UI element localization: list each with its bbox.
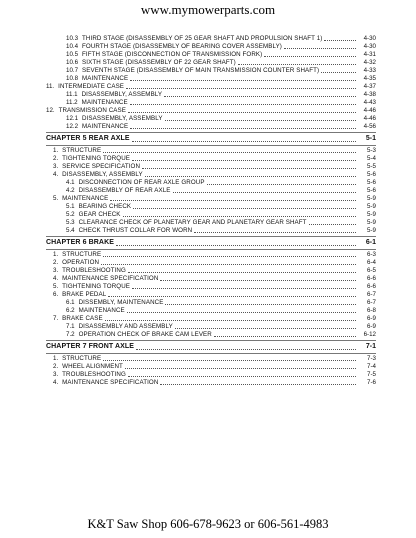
chapter-rule bbox=[46, 249, 376, 250]
toc-section-number: 12.2 bbox=[66, 123, 79, 130]
toc-page-number: 4-56 bbox=[363, 123, 376, 130]
toc-row bbox=[46, 251, 376, 259]
toc-dot-leader bbox=[160, 279, 356, 281]
toc-section-number: 11.1 bbox=[66, 91, 78, 98]
toc-row bbox=[46, 91, 376, 99]
toc-page-number: 6-9 bbox=[367, 323, 376, 330]
toc-page-number: 6-12 bbox=[363, 331, 376, 338]
toc-section-number: 1. bbox=[53, 147, 59, 154]
toc-row bbox=[46, 315, 376, 323]
toc-dot-leader bbox=[132, 159, 356, 161]
toc-row bbox=[46, 283, 376, 291]
toc-section-number: 6. bbox=[53, 291, 59, 298]
toc-section-title: CLEARANCE CHECK OF PLANETARY GEAR AND PLANETARY GEAR SHAFT bbox=[78, 219, 307, 226]
toc-section-title: MAINTENANCE SPECIFICATION bbox=[62, 275, 159, 282]
toc-dot-leader bbox=[128, 271, 356, 273]
chapter-rule bbox=[46, 340, 376, 341]
toc-page-number: 5-3 bbox=[367, 147, 376, 154]
toc-row bbox=[46, 179, 376, 187]
toc-section-number: 6.1 bbox=[66, 299, 75, 306]
toc-page-number: 5-9 bbox=[367, 227, 376, 234]
toc-section-number: 4.2 bbox=[66, 187, 75, 194]
toc-row bbox=[46, 43, 376, 51]
toc-section-number: 5.3 bbox=[66, 219, 75, 226]
toc-section-number: 1. bbox=[53, 251, 59, 258]
toc-page-number: 5-9 bbox=[367, 211, 376, 218]
toc-row bbox=[46, 355, 376, 363]
toc-page-number: 6-6 bbox=[367, 283, 376, 290]
toc-section-title: BRAKE CASE bbox=[62, 315, 103, 322]
toc-dot-leader bbox=[128, 375, 356, 377]
toc-chapter-row bbox=[46, 134, 376, 144]
toc-row bbox=[46, 227, 376, 235]
toc-dot-leader bbox=[103, 359, 356, 361]
toc-row bbox=[46, 259, 376, 267]
toc-row bbox=[46, 155, 376, 163]
toc-section-number: 5.2 bbox=[66, 211, 75, 218]
toc-section-title: MAINTENANCE bbox=[81, 99, 128, 106]
toc-section-title: FIFTH STAGE (DISCONNECTION OF TRANSMISSION FORK) bbox=[82, 51, 263, 58]
toc-section-title: OPERATION bbox=[62, 259, 100, 266]
toc-row bbox=[46, 323, 376, 331]
toc-section-number: 7.1 bbox=[66, 323, 75, 330]
toc-section-title: BEARING CHECK bbox=[78, 203, 132, 210]
toc-section-number: 2. bbox=[53, 259, 59, 266]
toc-section-title: DISCONNECTION OF REAR AXLE GROUP bbox=[78, 179, 205, 186]
toc-dot-leader bbox=[324, 39, 356, 41]
toc-chapter-title: CHAPTER 6 BRAKE bbox=[46, 239, 115, 246]
toc-section-title: TROUBLESHOOTING bbox=[62, 371, 126, 378]
toc-section-number: 4.1 bbox=[66, 179, 75, 186]
toc-row bbox=[46, 147, 376, 155]
chapter-rule bbox=[46, 236, 376, 237]
toc-section-number: 10.6 bbox=[66, 59, 79, 66]
toc-dot-leader bbox=[194, 231, 356, 233]
toc-page-number: 4-31 bbox=[363, 51, 376, 58]
site-url-header: www.mymowerparts.com bbox=[140, 2, 276, 17]
toc-page-number: 4-30 bbox=[363, 35, 376, 42]
toc-section-number: 10.5 bbox=[66, 51, 79, 58]
toc-row bbox=[46, 379, 376, 387]
toc-dot-leader bbox=[165, 119, 356, 121]
toc-dot-leader bbox=[123, 215, 356, 217]
toc-section-title: CHECK THRUST COLLAR FOR WORN bbox=[78, 227, 193, 234]
chapter-rule bbox=[46, 132, 376, 133]
toc-row bbox=[46, 267, 376, 275]
toc-row bbox=[46, 75, 376, 83]
toc-dot-leader bbox=[105, 319, 356, 321]
toc-page-number: 7-5 bbox=[367, 371, 376, 378]
shop-contact-footer: K&T Saw Shop 606-678-9623 or 606-561-4983 bbox=[87, 517, 329, 531]
toc-section-title: DISASSEMBLY, ASSEMBLY bbox=[81, 91, 163, 98]
toc-section-title: STRUCTURE bbox=[62, 251, 102, 258]
toc-dot-leader bbox=[164, 95, 356, 97]
toc-section-title: THIRD STAGE (DISASSEMBLY OF 25 GEAR SHAFT AND PROPULSION SHAFT 1) bbox=[82, 35, 323, 42]
toc-section-number: 7.2 bbox=[66, 331, 75, 338]
toc-section-number: 4. bbox=[53, 171, 59, 178]
toc-section-title: FOURTH STAGE (DISASSEMBLY OF BEARING COVER ASSEMBLY) bbox=[82, 43, 282, 50]
toc-page-number: 6-7 bbox=[367, 291, 376, 298]
toc-dot-leader bbox=[160, 383, 356, 385]
toc-section-number: 3. bbox=[53, 163, 59, 170]
toc-section-title: MAINTENANCE bbox=[62, 195, 109, 202]
toc-dot-leader bbox=[130, 79, 356, 81]
toc-dot-leader bbox=[321, 71, 356, 73]
toc-page-number: 4-33 bbox=[363, 67, 376, 74]
toc-row bbox=[46, 67, 376, 75]
toc-row bbox=[46, 83, 376, 91]
toc-section-title: INTERMEDIATE CASE bbox=[58, 83, 125, 90]
toc-section-number: 10.3 bbox=[66, 35, 79, 42]
toc-page-number: 4-46 bbox=[363, 115, 376, 122]
toc-section-number: 11.2 bbox=[66, 99, 78, 106]
toc-dot-leader bbox=[127, 311, 356, 313]
toc-dot-leader bbox=[110, 199, 356, 201]
toc-section-number: 12. bbox=[46, 107, 55, 114]
toc-page-number: 5-6 bbox=[367, 171, 376, 178]
toc-section-number: 10.7 bbox=[66, 67, 79, 74]
toc-row bbox=[46, 115, 376, 123]
toc-row bbox=[46, 99, 376, 107]
toc-section-title: STRUCTURE bbox=[62, 355, 102, 362]
toc-row bbox=[46, 371, 376, 379]
toc-section-title: DISASSEMBLY, ASSEMBLY bbox=[82, 115, 163, 122]
toc-section-title: SERVICE SPECIFICATION bbox=[62, 163, 141, 170]
toc-page-number: 7-6 bbox=[367, 379, 376, 386]
toc-row bbox=[46, 331, 376, 339]
toc-section-number: 10.4 bbox=[66, 43, 79, 50]
toc-dot-leader bbox=[214, 335, 356, 337]
toc-page-number: 5-9 bbox=[367, 203, 376, 210]
toc-dot-leader bbox=[116, 244, 356, 246]
toc-row bbox=[46, 163, 376, 171]
toc-page-number: 5-5 bbox=[367, 163, 376, 170]
toc-page-number: 5-9 bbox=[367, 219, 376, 226]
toc-chapter-title: CHAPTER 7 FRONT AXLE bbox=[46, 343, 135, 350]
toc-section-title: TROUBLESHOOTING bbox=[62, 267, 126, 274]
toc-row bbox=[46, 203, 376, 211]
toc-row bbox=[46, 51, 376, 59]
toc-page-number: 5-1 bbox=[365, 135, 376, 142]
toc-section-number: 5.1 bbox=[66, 203, 75, 210]
toc-section-number: 3. bbox=[53, 267, 59, 274]
toc-dot-leader bbox=[309, 223, 356, 225]
toc-section-title: DISASSEMBLY, ASSEMBLY bbox=[62, 171, 143, 178]
chapter-rule bbox=[46, 145, 376, 146]
chapter-rule bbox=[46, 353, 376, 354]
toc-section-title: SEVENTH STAGE (DISASSEMBLY OF MAIN TRANSMISSION COUNTER SHAFT) bbox=[82, 67, 320, 74]
toc-section-title: MAINTENANCE bbox=[82, 75, 129, 82]
toc-page-number: 5-9 bbox=[367, 195, 376, 202]
toc-section-title: MAINTENANCE SPECIFICATION bbox=[62, 379, 159, 386]
toc-section-number: 2. bbox=[53, 363, 59, 370]
toc-section-number: 7. bbox=[53, 315, 59, 322]
toc-page-number: 6-3 bbox=[367, 251, 376, 258]
toc-section-number: 10.8 bbox=[66, 75, 79, 82]
toc-dot-leader bbox=[207, 183, 356, 185]
toc-page-number: 6-4 bbox=[367, 259, 376, 266]
toc-section-title: WHEEL ALIGNMENT bbox=[62, 363, 123, 370]
toc-page-number: 6-9 bbox=[367, 315, 376, 322]
toc-row bbox=[46, 35, 376, 43]
toc-page-number: 7-4 bbox=[367, 363, 376, 370]
toc-row bbox=[46, 195, 376, 203]
toc-dot-leader bbox=[142, 167, 356, 169]
toc-section-title: GEAR CHECK bbox=[78, 211, 121, 218]
toc-row bbox=[46, 275, 376, 283]
toc-page-number: 6-8 bbox=[367, 307, 376, 314]
toc-section-number: 5. bbox=[53, 283, 59, 290]
toc-page-number: 5-4 bbox=[367, 155, 376, 162]
toc-dot-leader bbox=[103, 151, 356, 153]
toc-dot-leader bbox=[133, 207, 356, 209]
toc-page-number: 4-35 bbox=[363, 75, 376, 82]
toc-row bbox=[46, 171, 376, 179]
toc-dot-leader bbox=[165, 303, 356, 305]
toc-section-number: 2. bbox=[53, 155, 59, 162]
toc-row bbox=[46, 299, 376, 307]
toc-section-number: 5. bbox=[53, 195, 59, 202]
toc-row bbox=[46, 187, 376, 195]
toc-section-number: 11. bbox=[46, 83, 55, 90]
toc-section-title: TIGHTENING TORQUE bbox=[62, 283, 130, 290]
toc-dot-leader bbox=[101, 263, 356, 265]
toc-row bbox=[46, 211, 376, 219]
toc-dot-leader bbox=[264, 55, 356, 57]
toc-dot-leader bbox=[128, 111, 356, 113]
toc-section-title: TRANSMISSION CASE bbox=[58, 107, 126, 114]
toc-section-title: OPERATION CHECK OF BRAKE CAM LEVER bbox=[78, 331, 212, 338]
toc-dot-leader bbox=[175, 327, 356, 329]
toc-page-number: 4-38 bbox=[363, 91, 376, 98]
toc-page-number: 5-6 bbox=[367, 179, 376, 186]
toc-section-title: TIGHTENING TORQUE bbox=[62, 155, 130, 162]
toc-row bbox=[46, 363, 376, 371]
toc-section-number: 4. bbox=[53, 379, 59, 386]
toc-page-number: 7-3 bbox=[367, 355, 376, 362]
toc-dot-leader bbox=[130, 103, 356, 105]
toc-dot-leader bbox=[126, 87, 356, 89]
toc-section-title: MAINTENANCE bbox=[82, 123, 129, 130]
toc-page-number: 4-43 bbox=[363, 99, 376, 106]
toc-row bbox=[46, 219, 376, 227]
toc-section-title: DISASSEMBLY AND ASSEMBLY bbox=[78, 323, 173, 330]
toc-section-title: BRAKE PEDAL bbox=[62, 291, 107, 298]
toc-section-number: 1. bbox=[53, 355, 59, 362]
toc-dot-leader bbox=[130, 127, 356, 129]
toc-dot-leader bbox=[136, 348, 356, 350]
toc-section-number: 3. bbox=[53, 371, 59, 378]
toc-chapter-title: CHAPTER 5 REAR AXLE bbox=[46, 135, 130, 142]
table-of-contents bbox=[46, 35, 376, 387]
toc-dot-leader bbox=[132, 140, 356, 142]
toc-section-number: 4. bbox=[53, 275, 59, 282]
toc-row bbox=[46, 291, 376, 299]
toc-section-number: 6.2 bbox=[66, 307, 75, 314]
toc-page-number: 6-6 bbox=[367, 275, 376, 282]
toc-dot-leader bbox=[284, 47, 356, 49]
toc-page-number: 4-46 bbox=[363, 107, 376, 114]
toc-row bbox=[46, 107, 376, 115]
toc-section-number: 5.4 bbox=[66, 227, 75, 234]
toc-page-number: 4-37 bbox=[363, 83, 376, 90]
toc-page-number: 6-5 bbox=[367, 267, 376, 274]
toc-page-number: 5-6 bbox=[367, 187, 376, 194]
toc-dot-leader bbox=[125, 367, 356, 369]
toc-page-number: 4-32 bbox=[363, 59, 376, 66]
toc-section-title: DISSEMBLY, MAINTENANCE bbox=[78, 299, 164, 306]
toc-chapter-row bbox=[46, 342, 376, 352]
toc-section-title: MAINTENANCE bbox=[78, 307, 125, 314]
toc-section-title: DISASSEMBLY OF REAR AXLE bbox=[78, 187, 171, 194]
toc-dot-leader bbox=[103, 255, 356, 257]
toc-section-number: 12.1 bbox=[66, 115, 79, 122]
toc-dot-leader bbox=[173, 191, 356, 193]
toc-dot-leader bbox=[108, 295, 356, 297]
toc-section-title: SIXTH STAGE (DISASSEMBLY OF 22 GEAR SHAFT) bbox=[82, 59, 236, 66]
toc-page-number: 7-1 bbox=[365, 343, 376, 350]
toc-dot-leader bbox=[132, 287, 356, 289]
toc-dot-leader bbox=[145, 175, 356, 177]
toc-page-number: 4-30 bbox=[363, 43, 376, 50]
toc-row bbox=[46, 307, 376, 315]
toc-row bbox=[46, 59, 376, 67]
toc-page-number: 6-7 bbox=[367, 299, 376, 306]
toc-chapter-row bbox=[46, 238, 376, 248]
toc-row bbox=[46, 123, 376, 131]
toc-section-title: STRUCTURE bbox=[62, 147, 102, 154]
toc-page-number: 6-1 bbox=[365, 239, 376, 246]
toc-dot-leader bbox=[238, 63, 356, 65]
